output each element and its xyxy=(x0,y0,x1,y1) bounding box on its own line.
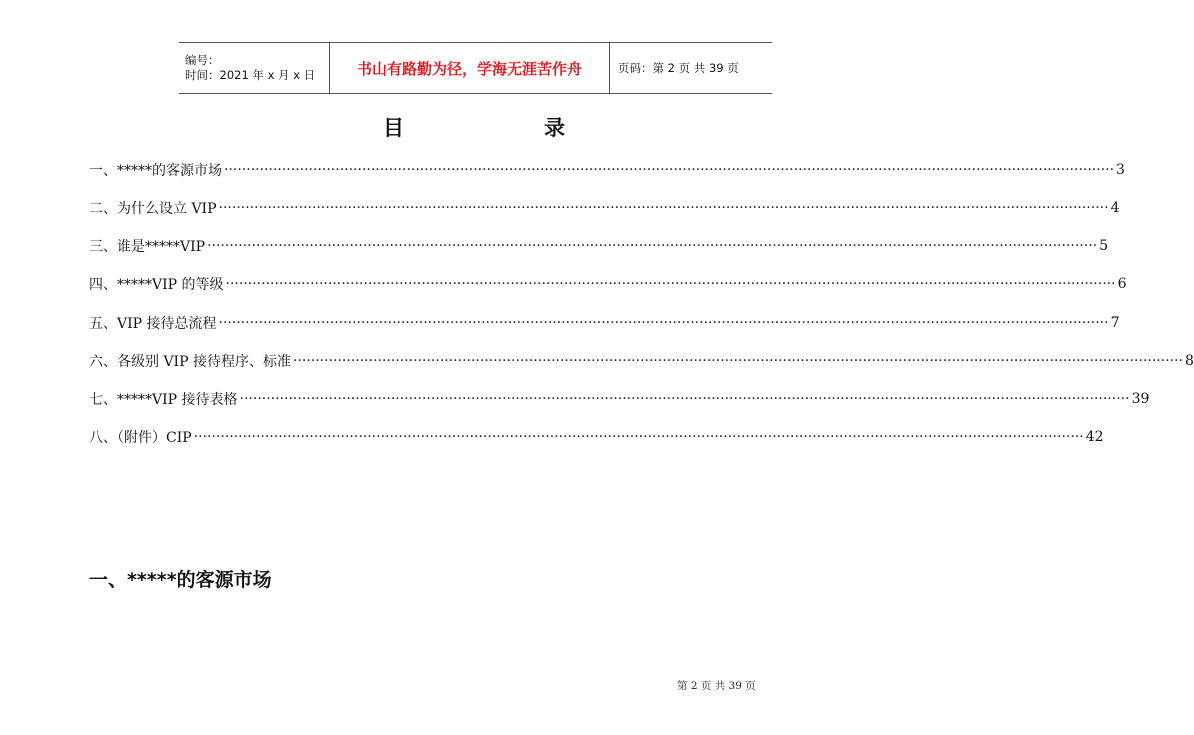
toc-entry-label: 三、谁是*****VIP xyxy=(89,239,206,255)
toc-leader-dots: ········································································································································································································ xyxy=(225,276,1116,292)
toc-entry-page: 3 xyxy=(1116,162,1125,178)
toc-entry[interactable] xyxy=(89,388,1150,410)
toc-entry[interactable] xyxy=(89,273,1127,295)
toc-entry[interactable] xyxy=(89,312,1120,334)
toc-entry-page: 42 xyxy=(1085,429,1104,445)
toc-entry-label: 二、为什么设立 VIP xyxy=(89,201,217,217)
header-motto-cell xyxy=(330,43,610,93)
page-header xyxy=(179,42,772,94)
toc-entry[interactable] xyxy=(89,350,1194,372)
header-motto: 书山有路勤为径，学海无涯苦作舟 xyxy=(356,59,582,78)
toc-title xyxy=(0,112,950,142)
toc-entry-label: 八、（附件）CIP xyxy=(89,430,192,446)
toc-title-char-2: 录 xyxy=(544,116,565,140)
toc-entry[interactable] xyxy=(89,235,1109,257)
toc-entry[interactable] xyxy=(89,159,1125,181)
toc-entry-page: 6 xyxy=(1117,276,1127,292)
toc-entry-label: 六、各级别 VIP 接待程序、标准 xyxy=(89,354,291,370)
toc-entry-label: 一、*****的客源市场 xyxy=(89,163,222,179)
toc-entry[interactable] xyxy=(89,197,1120,219)
toc-entry[interactable] xyxy=(89,426,1104,448)
toc-title-char-1: 目 xyxy=(383,116,404,140)
toc-entry-label: 四、*****VIP 的等级 xyxy=(89,277,224,293)
document-number-label: 编号： xyxy=(185,53,220,67)
toc-entry-page: 5 xyxy=(1099,238,1109,254)
toc-leader-dots: ········································································································································································································ xyxy=(224,162,1115,178)
toc-leader-dots: ········································································································································································································ xyxy=(193,429,1084,445)
header-meta xyxy=(179,43,330,93)
toc-leader-dots: ········································································································································································································ xyxy=(218,315,1109,331)
document-time-label: 时间：2021 年 x 月 x 日 xyxy=(185,68,316,82)
toc-leader-dots: ········································································································································································································ xyxy=(218,200,1109,216)
toc-entry-page: 39 xyxy=(1131,391,1150,407)
toc-entry-label: 七、*****VIP 接待表格 xyxy=(89,392,238,408)
toc-entry-page: 7 xyxy=(1110,315,1120,331)
toc-leader-dots: ········································································································································································································ xyxy=(239,391,1130,407)
toc-leader-dots: ········································································································································································································ xyxy=(207,238,1098,254)
toc-entry-page: 8 xyxy=(1185,353,1194,369)
toc-entry-label: 五、VIP 接待总流程 xyxy=(89,316,217,332)
section-heading: 一、*****的客源市场 xyxy=(89,569,272,591)
toc-entry-page: 4 xyxy=(1110,200,1120,216)
toc-leader-dots: ········································································································································································································ xyxy=(292,353,1184,369)
page-footer: 第 2 页 共 39 页 xyxy=(677,680,756,692)
header-page-info: 页码：第 2 页 共 39 页 xyxy=(618,61,739,75)
